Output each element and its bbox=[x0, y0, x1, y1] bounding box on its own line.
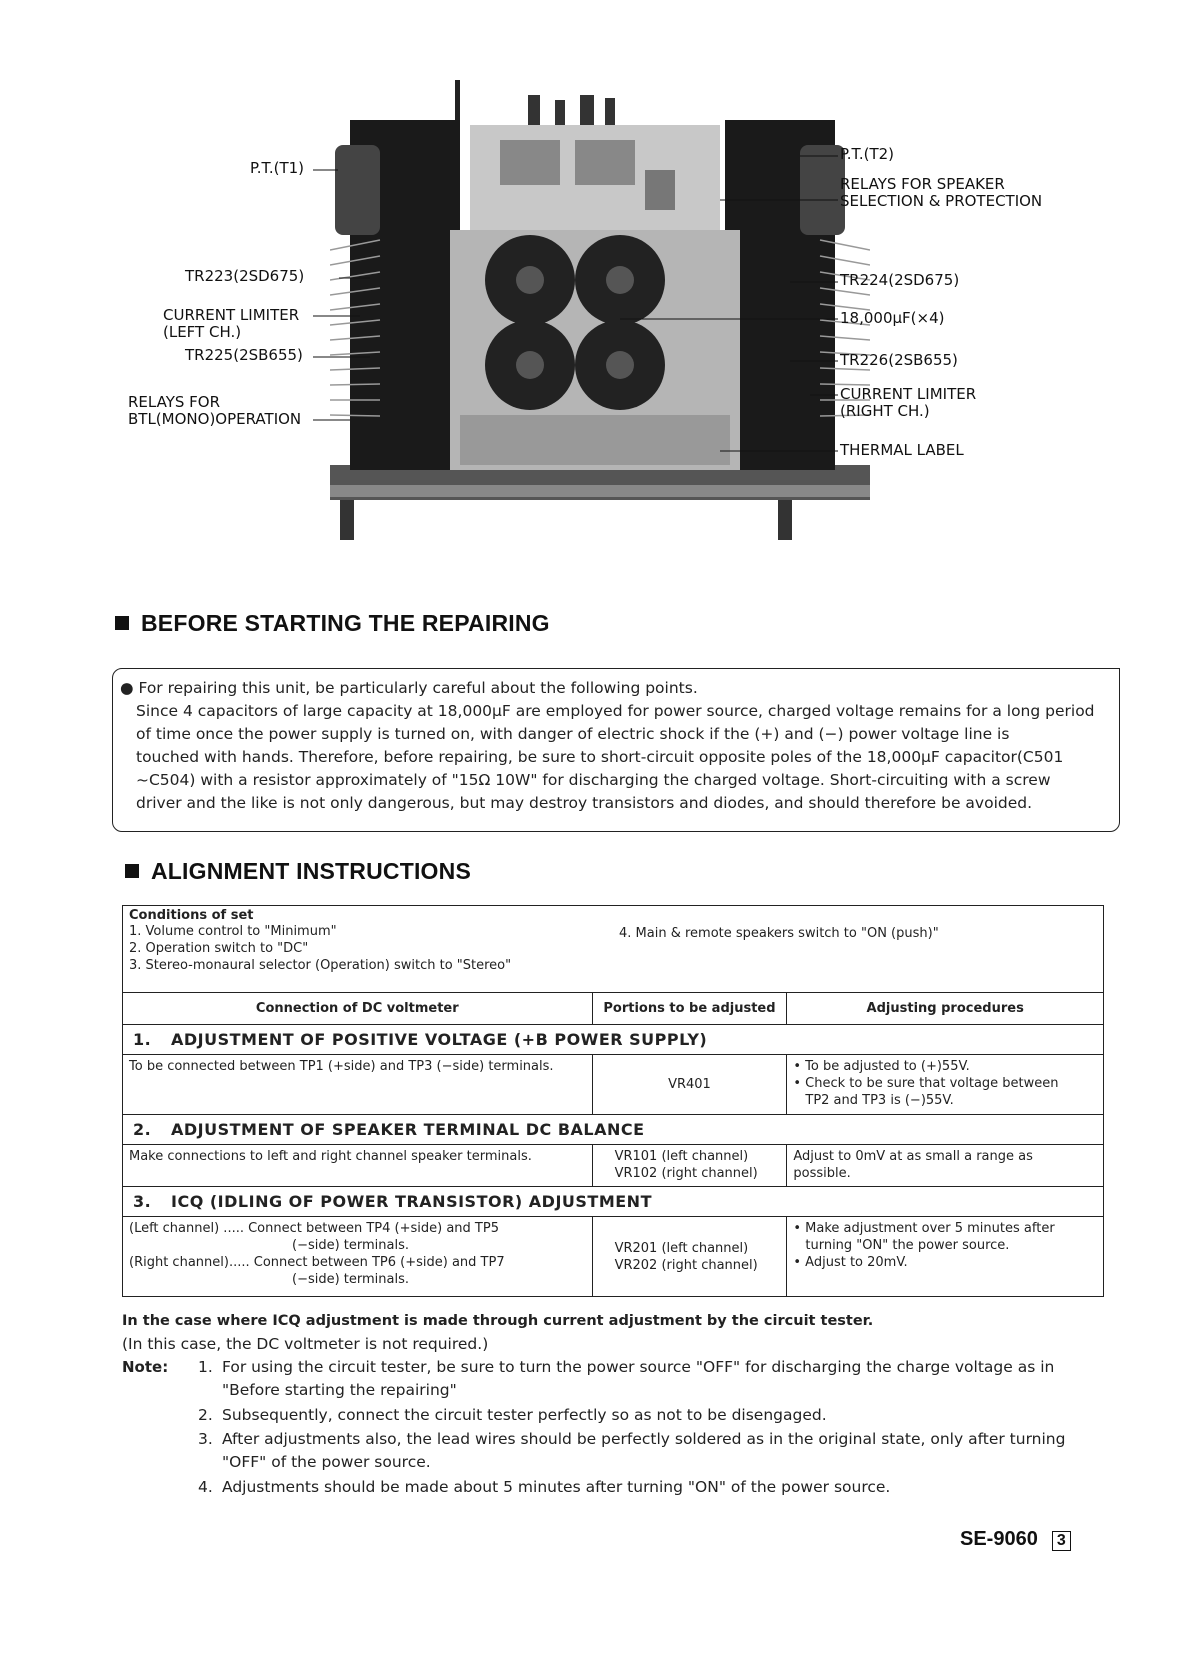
section-1-connection: To be connected between TP1 (+side) and TP3 (−side) terminals. bbox=[123, 1055, 593, 1115]
label-tr224: TR224(2SD675) bbox=[840, 271, 960, 289]
section-2-title: 2. ADJUSTMENT OF SPEAKER TERMINAL DC BALANCE bbox=[123, 1115, 1104, 1145]
label-tr226: TR226(2SB655) bbox=[840, 351, 958, 369]
warning-line-1: ● For repairing this unit, be particularly careful about the following points. bbox=[120, 679, 698, 697]
note-label: Note: bbox=[122, 1358, 169, 1376]
section-3-row bbox=[123, 1217, 1104, 1297]
note-3-num: 3. bbox=[198, 1430, 213, 1448]
label-pt-t1: P.T.(T1) bbox=[250, 159, 305, 177]
model-number: SE-9060 bbox=[960, 1528, 1038, 1550]
warning-line-3: of time once the power supply is turned on, with danger of electric shock if the (+) and (−) power voltage line is bbox=[136, 725, 1010, 743]
header-connection: Connection of DC voltmeter bbox=[123, 993, 593, 1025]
bullet-square-icon bbox=[115, 616, 129, 630]
condition-3: 3. Stereo-monaural selector (Operation) switch to "Stereo" bbox=[129, 958, 512, 973]
section-1-title-row bbox=[123, 1025, 1104, 1055]
label-relays-btl: RELAYS FOR bbox=[128, 393, 221, 411]
label-current-limiter-right: CURRENT LIMITER bbox=[840, 385, 977, 403]
section-3-connection: (Left channel) ..... Connect between TP4 (+side) and TP5 (−side) terminals. (Right channel)..... Connect between TP6 (+side) and TP7 (−side) terminals. bbox=[123, 1217, 593, 1297]
section-2-procedures: Adjust to 0mV at as small a range as possible. bbox=[787, 1145, 1104, 1187]
section-1-title: 1. ADJUSTMENT OF POSITIVE VOLTAGE (+B POWER SUPPLY) bbox=[123, 1025, 1104, 1055]
section-2-connection: Make connections to left and right channel speaker terminals. bbox=[123, 1145, 593, 1187]
warning-line-2: Since 4 capacitors of large capacity at 18,000μF are employed for power source, charged voltage remains for a long period bbox=[136, 702, 1095, 720]
page-footer bbox=[960, 1528, 1071, 1551]
before-repairing-heading: BEFORE STARTING THE REPAIRING bbox=[115, 610, 550, 637]
note-3-text-cont: "OFF" of the power source. bbox=[222, 1453, 431, 1471]
section-3-title: 3. ICQ (IDLING OF POWER TRANSISTOR) ADJUSTMENT bbox=[123, 1187, 1104, 1217]
conditions-title: Conditions of set bbox=[129, 908, 254, 923]
warning-line-5: ~C504) with a resistor approximately of "15Ω 10W" for discharging the charged voltage. Short-circuiting with a screw bbox=[136, 771, 1051, 789]
label-current-limiter-right-ch: (RIGHT CH.) bbox=[840, 402, 930, 420]
label-tr225: TR225(2SB655) bbox=[185, 346, 303, 364]
bullet-square-icon bbox=[125, 864, 139, 878]
condition-1: 1. Volume control to "Minimum" bbox=[129, 924, 337, 939]
page-number: 3 bbox=[1052, 1531, 1071, 1551]
note-3-text: After adjustments also, the lead wires should be perfectly soldered as in the original state, only after turning bbox=[222, 1430, 1066, 1448]
note-4-num: 4. bbox=[198, 1478, 213, 1496]
warning-line-4: touched with hands. Therefore, before repairing, be sure to short-circuit opposite poles of the 18,000μF capacitor(C501 bbox=[136, 748, 1064, 766]
icq-sub: (In this case, the DC voltmeter is not required.) bbox=[122, 1335, 489, 1353]
note-1-num: 1. bbox=[198, 1358, 213, 1376]
section-2-title-row bbox=[123, 1115, 1104, 1145]
section-1-portions: VR401 bbox=[592, 1055, 787, 1115]
label-relays-speaker: RELAYS FOR SPEAKER bbox=[840, 175, 1005, 193]
leader-lines bbox=[0, 0, 1179, 600]
label-capacitor: 18,000μF(×4) bbox=[840, 309, 945, 327]
section-2-row bbox=[123, 1145, 1104, 1187]
note-1-text-cont: "Before starting the repairing" bbox=[222, 1381, 457, 1399]
label-current-limiter-left-ch: (LEFT CH.) bbox=[163, 323, 242, 341]
icq-heading: In the case where ICQ adjustment is made through current adjustment by the circuit tester. bbox=[122, 1313, 874, 1329]
header-row bbox=[123, 993, 1104, 1025]
section-1-row bbox=[123, 1055, 1104, 1115]
label-relays-btl-mono: BTL(MONO)OPERATION bbox=[128, 410, 302, 428]
warning-line-6: driver and the like is not only dangerous, but may destroy transistors and diodes, and should therefore be avoided. bbox=[136, 794, 1033, 812]
label-current-limiter-left: CURRENT LIMITER bbox=[163, 306, 300, 324]
section-3-procedures: • Make adjustment over 5 minutes after turning "ON" the power source. • Adjust to 20mV. bbox=[787, 1217, 1104, 1297]
note-1-text: For using the circuit tester, be sure to turn the power source "OFF" for discharging the charge voltage as in bbox=[222, 1358, 1055, 1376]
section-3-title-row bbox=[123, 1187, 1104, 1217]
alignment-table bbox=[122, 905, 1104, 1297]
note-2-num: 2. bbox=[198, 1406, 213, 1424]
header-procedures: Adjusting procedures bbox=[787, 993, 1104, 1025]
conditions-row bbox=[123, 906, 1104, 993]
condition-4: 4. Main & remote speakers switch to "ON (push)" bbox=[619, 926, 939, 941]
label-thermal: THERMAL LABEL bbox=[840, 441, 964, 459]
alignment-heading: ALIGNMENT INSTRUCTIONS bbox=[125, 858, 471, 885]
section-2-portions: VR101 (left channel) VR102 (right channel) bbox=[592, 1145, 787, 1187]
note-2-text: Subsequently, connect the circuit tester perfectly so as not to be disengaged. bbox=[222, 1406, 827, 1424]
note-4-text: Adjustments should be made about 5 minutes after turning "ON" of the power source. bbox=[222, 1478, 891, 1496]
header-portions: Portions to be adjusted bbox=[592, 993, 787, 1025]
section-1-procedures: • To be adjusted to (+)55V. • Check to be sure that voltage between TP2 and TP3 is (−)55V. bbox=[787, 1055, 1104, 1115]
label-pt-t2: P.T.(T2) bbox=[840, 145, 895, 163]
section-3-portions: VR201 (left channel) VR202 (right channel) bbox=[592, 1217, 787, 1297]
condition-2: 2. Operation switch to "DC" bbox=[129, 941, 309, 956]
label-tr223: TR223(2SD675) bbox=[185, 267, 305, 285]
label-relays-speaker-selection: SELECTION & PROTECTION bbox=[840, 192, 1043, 210]
